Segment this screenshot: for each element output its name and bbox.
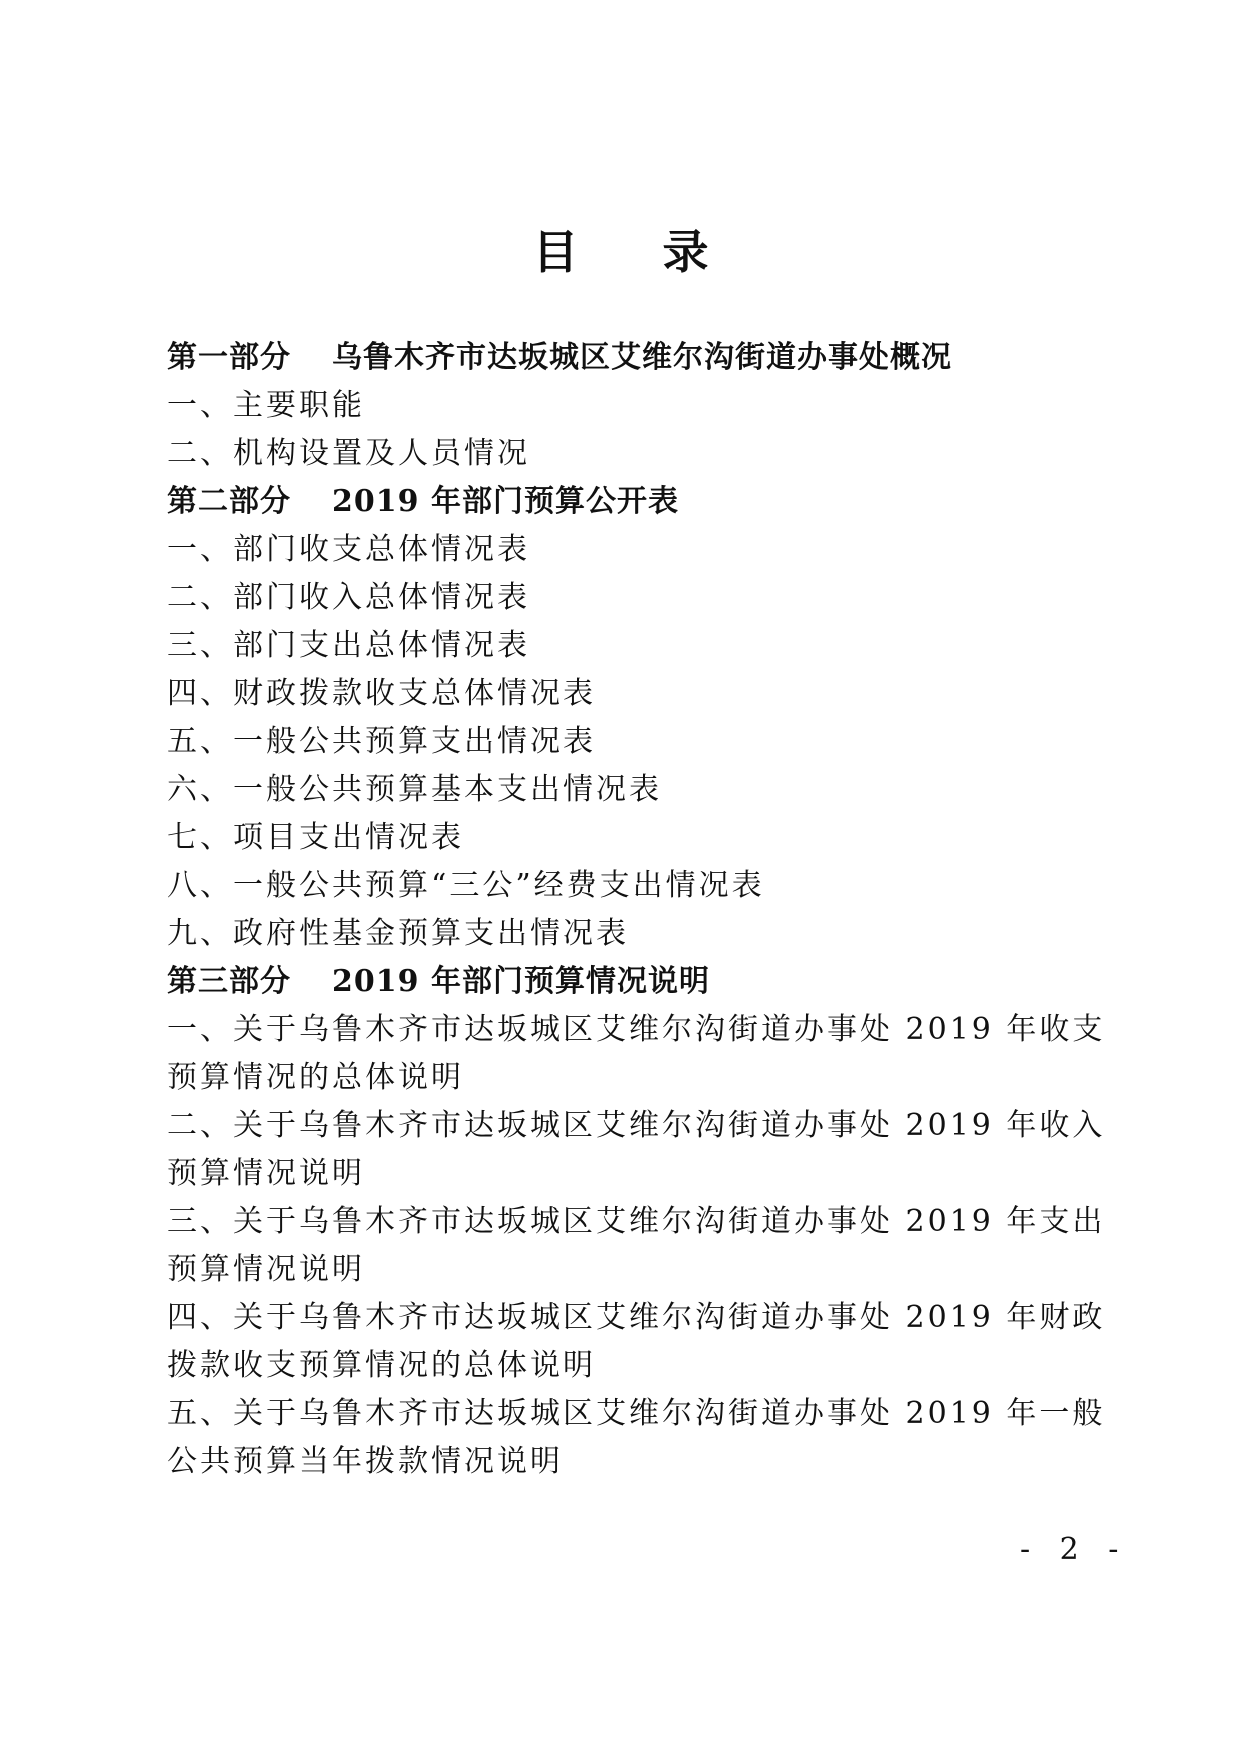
toc-item-line: 二、关于乌鲁木齐市达坂城区艾维尔沟街道办事处 2019 年收入 (167, 1108, 1106, 1143)
toc-item (167, 1198, 1106, 1294)
toc-item: 八、一般公共预算“三公”经费支出情况表 (167, 868, 765, 903)
toc-part-3 (167, 958, 1087, 1006)
toc-item (167, 1390, 1106, 1486)
toc-item-line: 拨款收支预算情况的总体说明 (167, 1348, 596, 1383)
toc-item-line: 预算情况的总体说明 (167, 1060, 464, 1095)
toc-item-line: 一、关于乌鲁木齐市达坂城区艾维尔沟街道办事处 2019 年收支 (167, 1012, 1106, 1047)
toc-item: 四、财政拨款收支总体情况表 (167, 676, 596, 711)
toc-item: 一、主要职能 (167, 388, 365, 423)
page-number: - 2 - (1020, 1532, 1129, 1567)
toc-item-line: 预算情况说明 (167, 1156, 365, 1191)
toc-item (167, 1294, 1106, 1390)
part-label: 第三部分 (167, 964, 291, 999)
part-label: 第二部分 (167, 484, 291, 519)
toc-item: 三、部门支出总体情况表 (167, 628, 530, 663)
toc-item-line: 预算情况说明 (167, 1252, 365, 1287)
toc-item: 七、项目支出情况表 (167, 820, 464, 855)
toc-item-line: 公共预算当年拨款情况说明 (167, 1444, 563, 1479)
toc-item: 六、一般公共预算基本支出情况表 (167, 772, 662, 807)
toc-item-line: 三、关于乌鲁木齐市达坂城区艾维尔沟街道办事处 2019 年支出 (167, 1204, 1106, 1239)
toc-item: 九、政府性基金预算支出情况表 (167, 916, 629, 951)
part-title: 2019 年部门预算公开表 (332, 484, 679, 519)
table-of-contents (167, 334, 1106, 1486)
part-title: 乌鲁木齐市达坂城区艾维尔沟街道办事处概况 (332, 340, 952, 375)
toc-item: 二、部门收入总体情况表 (167, 580, 530, 615)
toc-item (167, 1006, 1106, 1102)
toc-item-line: 五、关于乌鲁木齐市达坂城区艾维尔沟街道办事处 2019 年一般 (167, 1396, 1106, 1431)
page-title: 目 录 (532, 225, 743, 279)
toc-item: 一、部门收支总体情况表 (167, 532, 530, 567)
toc-item-line: 四、关于乌鲁木齐市达坂城区艾维尔沟街道办事处 2019 年财政 (167, 1300, 1106, 1335)
toc-part-2 (167, 478, 1087, 526)
part-title: 2019 年部门预算情况说明 (332, 964, 710, 999)
part-label: 第一部分 (167, 340, 291, 375)
toc-item (167, 1102, 1106, 1198)
toc-part-1 (167, 334, 1087, 382)
toc-item: 五、一般公共预算支出情况表 (167, 724, 596, 759)
toc-item: 二、机构设置及人员情况 (167, 436, 530, 471)
